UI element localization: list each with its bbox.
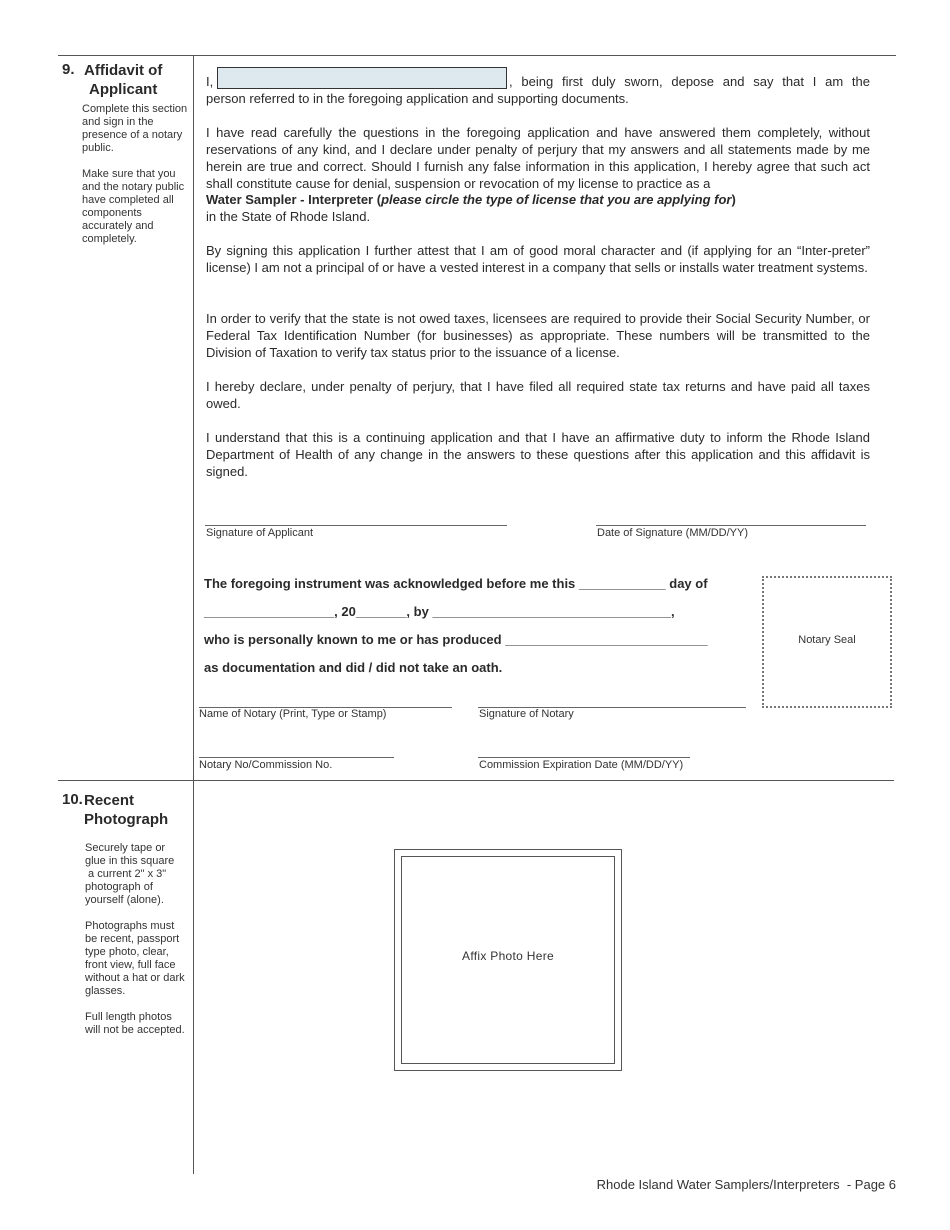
- applicant-name-input[interactable]: [217, 67, 507, 89]
- photo-frame[interactable]: [394, 849, 622, 1071]
- signature-date-line[interactable]: [596, 525, 866, 526]
- section-9-title: Affidavit of Applicant: [84, 62, 163, 98]
- affidavit-paragraph-character: By signing this application I further attest that I am of good moral character and (if applying for an “Inter-preter” license) I am not a principal of or have a vested interest in a company that sells or installs water treatment systems.: [206, 243, 870, 275]
- photo-area: [401, 856, 615, 1064]
- notary-statement-line2: __________________, 20_______, by _________________________________,: [204, 604, 675, 619]
- section-9-number: 9.: [62, 61, 75, 78]
- notary-statement-line4: as documentation and did / did not take an oath.: [204, 660, 503, 675]
- commission-expiration-line[interactable]: [478, 757, 690, 758]
- column-divider: [193, 55, 194, 1174]
- applicant-signature-line[interactable]: [205, 525, 507, 526]
- notary-signature-label: Signature of Notary: [479, 708, 574, 720]
- notary-number-label: Notary No/Commission No.: [199, 759, 333, 771]
- applicant-signature-label: Signature of Applicant: [206, 527, 314, 539]
- photo-label: Affix Photo Here: [462, 949, 554, 963]
- section-10-number: 10.: [62, 791, 83, 808]
- section-10-instructions: Securely tape or glue in this square a current 2" x 3" photograph of yourself (alone). Photographs must be recent, passport type photo, clear, front view, full face without a hat or dark glasses. Full length photos will not be accepted.: [85, 842, 185, 1036]
- notary-number-line[interactable]: [199, 757, 394, 758]
- affidavit-prefix: I,: [206, 74, 214, 89]
- section-10-heading: [62, 791, 192, 829]
- affidavit-paragraph-taxes: In order to verify that the state is not owed taxes, licensees are required to provide their Social Security Number, or Federal Tax Identification Number (for businesses) as appropriate. These numbers will be transmitted to the Division of Taxation to verify tax status prior to the issuance of a license.: [206, 311, 870, 360]
- section-10-title: Recent Photograph: [84, 792, 169, 828]
- affidavit-line1-suffix: , being first duly sworn, depose and say that I am the: [509, 74, 870, 89]
- notary-seal-box: [762, 576, 892, 708]
- section-9-instructions: Complete this section and sign in the presence of a notary public. Make sure that you and the notary public have completed all components accurately and completely.: [82, 103, 188, 245]
- affidavit-line2: person referred to in the foregoing application and supporting documents.: [206, 91, 629, 106]
- page-footer: Rhode Island Water Samplers/Interpreters - Page 6: [596, 1177, 896, 1192]
- affidavit-paragraph-continuing: I understand that this is a continuing application and that I have an affirmative duty to inform the Rhode Island Department of Health of any change in the answers to these questions after this application and this affidavit is signed.: [206, 430, 870, 479]
- notary-statement-line3: who is personally known to me or has produced ____________________________: [204, 632, 708, 647]
- signature-date-label: Date of Signature (MM/DD/YY): [597, 527, 748, 539]
- notary-seal-label: Notary Seal: [798, 634, 856, 646]
- section-divider: [58, 780, 894, 781]
- section-9-heading: [62, 61, 190, 99]
- notary-statement-line1: The foregoing instrument was acknowledged before me this ____________ day of: [204, 576, 708, 591]
- notary-name-label: Name of Notary (Print, Type or Stamp): [199, 708, 387, 720]
- affidavit-paragraph-perjury: I hereby declare, under penalty of perjury, that I have filed all required state tax returns and have paid all taxes owed.: [206, 379, 870, 411]
- affidavit-paragraph-truthfulness: I have read carefully the questions in the foregoing application and have answered them completely, without reservations of any kind, and I declare under penalty of perjury that my answers and all statements made by me herein are true and correct. Should I furnish any false information in this application, I hereby agree that such act shall constitute cause for denial, suspension or revocation of my license to practice as a: [206, 125, 870, 191]
- top-rule: [58, 55, 896, 56]
- commission-expiration-label: Commission Expiration Date (MM/DD/YY): [479, 759, 684, 771]
- license-type-line: Water Sampler - Interpreter (please circle the type of license that you are applying for): [206, 192, 736, 207]
- state-line: in the State of Rhode Island.: [206, 209, 371, 224]
